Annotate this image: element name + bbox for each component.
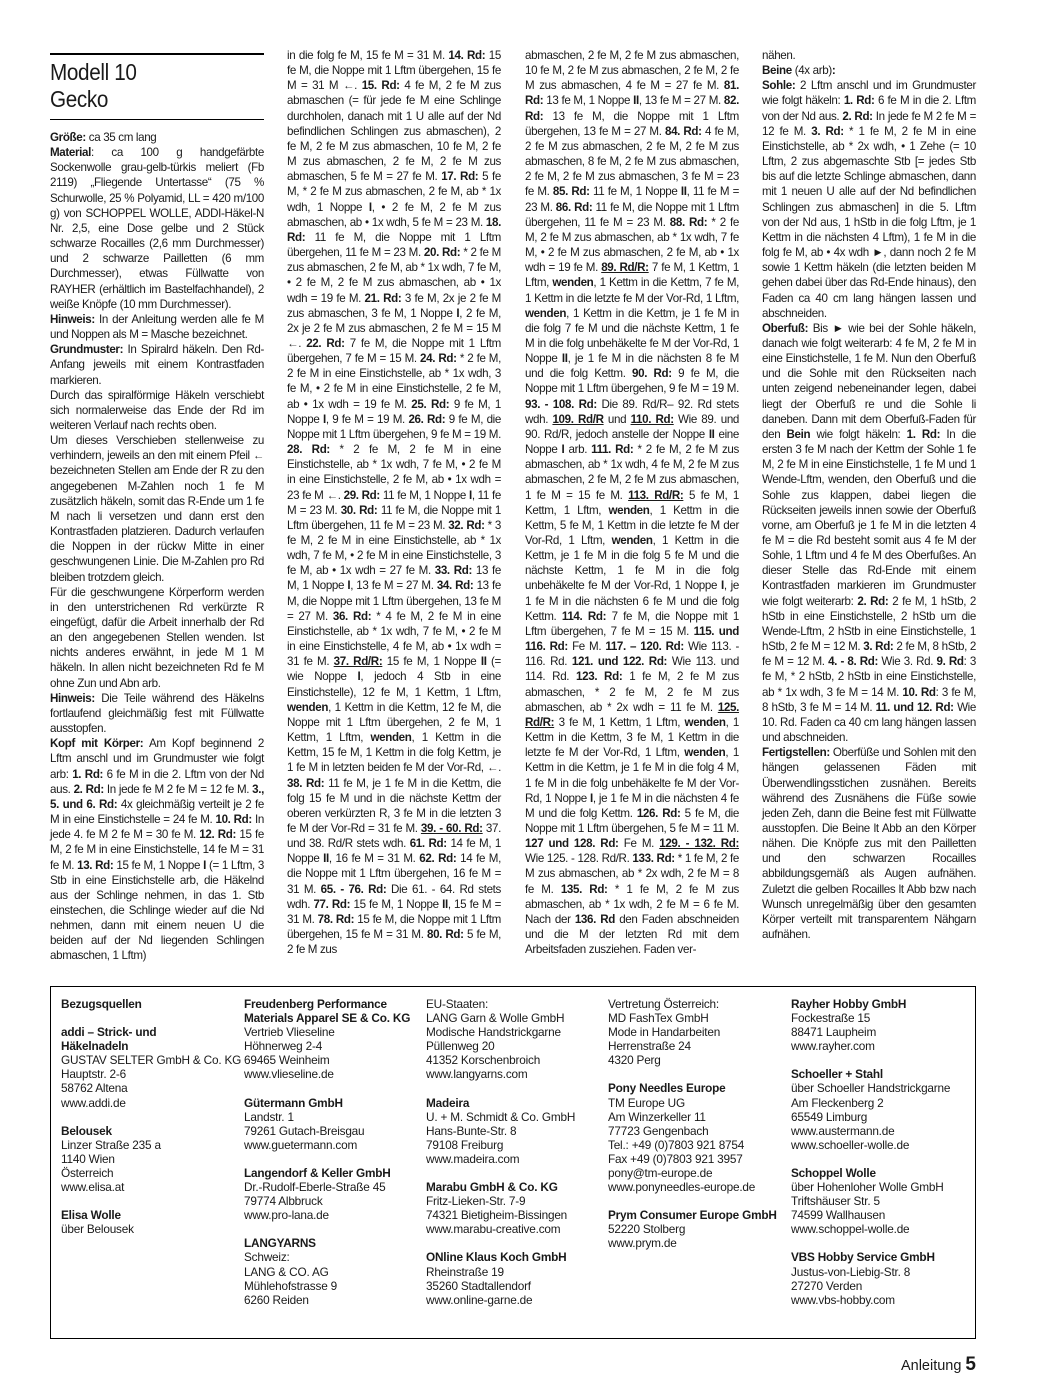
page-number: 5 [965,1354,976,1375]
supplier-line: Herrenstraße 24 [608,1039,691,1054]
supplier-line: www.vbs-hobby.com [791,1292,895,1307]
suppliers-column [791,997,966,1321]
supplier-line: Österreich [61,1165,114,1180]
supplier-line: www.addi.de [61,1095,126,1110]
supplier-name: ONline Klaus Koch GmbH [426,1250,567,1265]
supplier-name: Schoppel Wolle [791,1165,876,1180]
supplier-entry [608,997,783,1067]
supplier-entry [426,997,601,1082]
supplier-name: addi – Strick- und [61,1025,157,1040]
supplier-line: TM Europe UG [608,1095,685,1110]
supplier-name: Prym Consumer Europe GmbH [608,1208,777,1223]
supplier-line: Hans-Bunte-Str. 8 [426,1123,517,1138]
supplier-line: Am Fleckenberg 2 [791,1095,884,1110]
text-column-4 [762,48,976,942]
supplier-name: Freudenberg Performance [244,997,387,1011]
supplier-line: www.austermann.de [791,1123,895,1138]
supplier-line: www.pro-lana.de [244,1208,329,1223]
footer-label: Anleitung [900,1358,962,1374]
supplier-line: U. + M. Schmidt & Co. GmbH [426,1109,576,1124]
supplier-entry [244,997,419,1011]
supplier-entry [244,1236,419,1306]
supplier-line: Höhnerweg 2-4 [244,1039,323,1054]
supplier-line: GUSTAV SELTER GmbH & Co. KG [61,1053,242,1068]
supplier-line: 69465 Weinheim [244,1053,330,1068]
supplier-line: www.schoppel-wolle.de [791,1222,910,1237]
column-text: abmaschen, 2 fe M, 2 fe M zus abmaschen, 10 fe M, 2 fe M zus abmaschen, 2 fe M, 2 fe M zus abmaschen, 4 fe M = 27 fe M. 81. Rd: 13 fe M, 1 Noppe II, 13 fe M = 27 M. 82. Rd: 13 fe M, die Noppe mit 1 Lftm übergehen, 13 fe M = 27 M. 84. Rd: 4 fe M, 2 fe M zus abmaschen, 2 fe M, 2 fe M zus abmaschen, 8 fe M, 2 fe M zus abmaschen, 2 fe M, 2 fe M zus abmaschen, 3 fe M = 23 fe M. 85. Rd: 11 fe M, 1 Noppe II, 11 fe M = 23 M. 86. Rd: 11 fe M, die Noppe mit 1 Lftm übergehen, 11 fe M = 23 M. 88. Rd: * 2 fe M, 2 fe M zus abmaschen, ab * 1x wdh, 7 fe M, • 2 fe M zus abmaschen, 2 fe M, ab • 1x wdh = 19 fe M. 89. Rd/R: 7 fe M, 1 Kettm, 1 Lftm, wenden, 1 Kettm in die Kettm, 7 fe M, 1 Kettm in die letzte fe M der Vor-Rd, 1 Lftm, wenden, 1 Kettm in die Kettm, je 1 fe M in die folg 7 fe M und die nächste Kettm, 1 fe M in die folg unbehäkelte fe M der Vor-Rd, 1 Noppe II, je 1 fe M in die nächsten 8 fe M und die folg Kettm. 90. Rd: 9 fe M, die Noppe mit 1 Lftm übergehen, 9 fe M = 19 M. 93. - 108. Rd: Die 89. Rd/R– 92. Rd stets wdh. 109. Rd/R und 110. Rd: Wie 89. und 90. Rd/R, jedoch anstelle der Noppe II eine Noppe I arb. 111. Rd: * 2 fe M, 2 fe M zus abmaschen, ab * 1x wdh, 4 fe M, 2 fe M zus abmaschen, 2 fe M, 2 fe M zus abmaschen, 1 fe M = 15 fe M. 113. Rd/R: 5 fe M, 1 Kettm, 1 Lftm, wenden, 1 Kettm in die Kettm, 5 fe M, 1 Kettm in die letzte fe M der Vor-Rd, 1 Lftm, wenden, 1 Kettm in die Kettm, je 1 fe M in die folg 5 fe M und die nächste Kettm, 1 fe M in die folg unbehäkelte fe M der Vor-Rd, 1 Noppe I, je 1 fe M in die nächsten 6 fe M und die folg Kettm. 114. Rd: 7 fe M, die Noppe mit 1 Lftm übergehen, 7 fe M = 15 M. 115. und 116. Rd: Fe M. 117. – 120. Rd: Wie 113. - 116. Rd. 121. und 122. Rd: Wie 113. und 114. Rd. 123. Rd: 1 fe M, 2 fe M zus abmaschen, * 2 fe M, 2 fe M zus abmaschen, ab * 2x wdh = 11 fe M. 125. Rd/R: 3 fe M, 1 Kettm, 1 Lftm, wenden, 1 Kettm in die Kettm, 3 fe M, 1 Kettm in die letzte fe M der Vor-Rd, 1 Lftm, wenden, 1 Kettm in die Kettm, je 1 fe M in die folg 4 M, 1 fe M in die folg unbehäkelte fe M der Vor-Rd, 1 Noppe I, je 1 fe M in die nächsten 4 fe M und die folg Kettm. 126. Rd: 5 fe M, die Noppe mit 1 Lftm übergehen, 5 fe M = 11 M. 127 und 128. Rd: Fe M. 129. - 132. Rd: Wie 125. - 128. Rd/R. 133. Rd: * 1 fe M, 2 fe M zus abmaschen, ab * 2x wdh, 2 fe M = 8 fe M. 135. Rd: * 1 fe M, 2 fe M zus abmaschen, ab * 1x wdh, 2 fe M = 6 fe M. Nach der 136. Rd den Faden abschneiden und die M der letzten Rd mit dem Arbeitsfaden zusziehen. Faden ver- [525,49,740,957]
supplier-entry [61,1124,236,1194]
supplier-line: www.guetermann.com [244,1137,358,1152]
supplier-name: Belousek [61,1123,112,1138]
supplier-line: LANG Garn & Wolle GmbH [426,1011,565,1026]
supplier-line: 88471 Laupheim [791,1025,877,1040]
supplier-line: Linzer Straße 235 a [61,1137,161,1152]
supplier-entry [244,1011,419,1081]
page-footer [901,1354,976,1376]
supplier-line: Mode in Handarbeiten [608,1025,721,1040]
supplier-entry [608,1208,783,1250]
supplier-entry [426,1180,601,1236]
supplier-entry [426,1096,601,1166]
text-column-3 [525,48,739,957]
supplier-name: Bezugsquellen [61,997,142,1011]
supplier-name: Materials Apparel SE & Co. KG [244,1011,411,1026]
supplier-line: Püllenweg 20 [426,1039,495,1054]
supplier-name: Elisa Wolle [61,1208,121,1223]
supplier-line: 79261 Gutach-Breisgau [244,1123,365,1138]
suppliers-column [608,997,783,1265]
supplier-entry [791,1250,966,1306]
supplier-entry [426,1250,601,1306]
model-name: Gecko [50,86,109,112]
supplier-line: EU-Staaten: [426,997,489,1011]
text-column-1 [50,53,264,964]
supplier-line: über Hohenloher Wolle GmbH [791,1180,944,1195]
supplier-line: Triftshäuser Str. 5 [791,1194,880,1209]
supplier-line: 79108 Freiburg [426,1137,504,1152]
supplier-line: 79774 Albbruck [244,1194,323,1209]
supplier-line: 74321 Bietigheim-Bissingen [426,1208,568,1223]
supplier-entry [61,1208,236,1236]
supplier-line: 65549 Limburg [791,1109,868,1124]
supplier-line: pony@tm-europe.de [608,1166,713,1181]
supplier-entry [791,1166,966,1236]
supplier-name: Gütermann GmbH [244,1095,343,1110]
supplier-entry [608,1081,783,1194]
supplier-line: Schweiz: [244,1250,290,1265]
supplier-line: Hauptstr. 2-6 [61,1067,126,1082]
suppliers-column [61,997,242,1250]
supplier-line: 35260 Stadtallendorf [426,1278,531,1293]
supplier-line: www.langyarns.com [426,1067,528,1082]
supplier-line: Fax +49 (0)7803 921 3957 [608,1151,743,1166]
supplier-line: www.marabu-creative.com [426,1222,561,1237]
supplier-entry [61,1025,236,1039]
supplier-line: www.madeira.com [426,1151,520,1166]
supplier-line: Fritz-Lieken-Str. 7-9 [426,1194,526,1209]
supplier-entry [791,997,966,1053]
supplier-name: Pony Needles Europe [608,1081,726,1096]
supplier-line: Tel.: +49 (0)7803 921 8754 [608,1137,745,1152]
supplier-line: www.ponyneedles-europe.de [608,1180,756,1195]
supplier-line: www.prym.de [608,1236,677,1251]
supplier-name: Schoeller + Stahl [791,1067,883,1082]
supplier-line: Landstr. 1 [244,1109,294,1124]
supplier-line: Justus-von-Liebig-Str. 8 [791,1264,911,1279]
supplier-line: 52220 Stolberg [608,1222,686,1237]
supplier-name: Langendorf & Keller GmbH [244,1165,391,1180]
supplier-line: www.schoeller-wolle.de [791,1137,910,1152]
supplier-line: MD FashTex GmbH [608,1011,709,1026]
supplier-line: 41352 Korschenbroich [426,1053,541,1068]
suppliers-column [426,997,601,1321]
title-box [50,53,264,120]
supplier-line: Mühlehofstrasse 9 [244,1278,337,1293]
supplier-line: 27270 Verden [791,1278,863,1293]
supplier-name: Marabu GmbH & Co. KG [426,1180,558,1195]
column-text: nähen. Beine (4x arb): Sohle: 2 Lftm anschl und im Grundmuster wie folgt häkeln: 1. Rd: 6 fe M in die 2. Lftm von der Nd aus. 2. Rd: In jede fe M 2 fe M = 12 fe M. 3. Rd: * 1 fe M, 2 fe M in eine Einstichstelle, ab * 2x wdh, • 1 Zehe (= 10 Lftm, 2 zus abgemaschte Stb [= jedes Stb bis auf die letzte Schlinge abmaschen, dann mit 1 neuen U alle auf der Nd befindlichen Schlingen zus abmaschen] in die 5. Lftm von der Nd aus, 1 hStb in die folg Lftm, je 1 Kettm in die nächsten 4 Lftm), 1 fe M in die folg fe M, ab • 4x wdh ►, dann noch 2 fe M sowie 1 Kettm häkeln (die letzten beiden M gehen dabei über das Rd-Ende hinaus), den Faden ca 40 cm lang hängen lassen und abschneiden. Oberfuß: Bis ► wie bei der Sohle häkeln, danach wie folgt weiterarb: 4 fe M, 2 fe M in eine Einstichstelle, 1 fe M. Nun den Oberfuß und die Sohle mit den Rückseiten nach unten zeigend nebeneinander legen, dabei liegt der Oberfuß re und die Sohle li daneben. Dann mit dem Oberfuß-Faden für den Bein wie folgt häkeln: 1. Rd: In die ersten 3 fe M nach der Kettm der Sohle 1 fe M, 2 fe M in eine Einstichstelle, 1 fe M und 1 Wende-Lftm, wenden, den Oberfuß und die Sohle zus klappen, dabei liegen die Rückseiten jeweils innen sowie der Oberfuß vorne, am Oberfuß je 1 fe M in die letzten 4 fe M = die Rd besteht somit aus 4 fe M der Sohle, 1 Lftm und 4 fe M des Oberfußes. An dieser Stelle das Rd-Ende mit einem Kontrastfaden markieren im Grundmuster wie folgt weiterarb: 2. Rd: 2 fe M, 1 hStb, 2 hStb in eine Einstichstelle, 2 hStb um die Wende-Lftm, 2 hStb in eine Einstichstelle, 1 hStb, 2 fe M = 12 M. 3. Rd: 2 fe M, 8 hStb, 2 fe M = 12 M. 4. - 8. Rd: Wie 3. Rd. 9. Rd: 3 fe M, * 2 hStb, 2 hStb in eine Einstichstelle, ab * 1x wdh, 3 fe M = 14 M. 10. Rd: 3 fe M, 8 hStb, 3 fe M = 14 M. 11. und 12. Rd: Wie 10. Rd. Faden ca 40 cm lang hängen lassen und abschneiden. Fertigstellen: Oberfüße und Sohlen mit den hängen gelassenen Fäden mit Überwendlingsstichen zusnähen. Bereits während des Zusnähens die Füße sowie jeden Zeh, dann die Beine fest mit Füllwatte ausstopfen. Die Beine lt Abb an den Körper nähen. Die Knöpfe zus mit den Pailletten und den schwarzen Rocailles abbildungsgemäß als Augen aufnähen. Zuletzt die gelben Rocailles lt Abb bzw nach Wunsch unregelmäßig über den gesamten Körper verteilt mit transparentem Nähgarn aufnähen. [762,49,977,942]
supplier-line: www.online-garne.de [426,1292,533,1307]
supplier-line: 6260 Reiden [244,1292,309,1307]
supplier-name: Madeira [426,1095,470,1110]
supplier-entry [244,1096,419,1152]
supplier-line: über Schoeller Handstrickgarne [791,1081,951,1096]
supplier-line: 1140 Wien [61,1151,115,1166]
supplier-line: www.vlieseline.de [244,1067,334,1082]
suppliers-box [50,986,976,1339]
supplier-name: Häkelnadeln [61,1039,129,1054]
column-text: in die folg fe M, 15 fe M = 31 M. 14. Rd: 15 fe M, die Noppe mit 1 Lftm übergehen, 15 fe M = 31 M ←. 15. Rd: 4 fe M, 2 fe M zus abmaschen (= für jede fe M eine Schlinge durchholen, danach mit 1 U alle auf der Nd befindlichen Schlingen zus abmaschen), 2 fe M, 2 fe M zus abmaschen, 10 fe M, 2 fe M zus abmaschen, 2 fe M, 2 fe M zus abmaschen, 5 fe M = 27 fe M. 17. Rd: 5 fe M, * 2 fe M zus abmaschen, 2 fe M, ab * 1x wdh, 1 Noppe I, • 2 fe M, 2 fe M zus abmaschen, ab • 1x wdh, 5 fe M = 23 M. 18. Rd: 11 fe M, die Noppe mit 1 Lftm übergehen, 11 fe M = 23 M. 20. Rd: * 2 fe M zus abmaschen, 2 fe M, ab * 1x wdh, 7 fe M, • 2 fe M, 2 fe M zus abmaschen, ab • 1x wdh = 19 fe M. 21. Rd: 3 fe M, 2x je 2 fe M zus abmaschen, 3 fe M, 1 Noppe I, 2 fe M, 2x je 2 fe M zus abmaschen, 2 fe M = 15 M ←. 22. Rd: 7 fe M, die Noppe mit 1 Lftm übergehen, 7 fe M = 15 M. 24. Rd: * 2 fe M, 2 fe M in eine Einstichstelle, ab * 1x wdh, 3 fe M, • 2 fe M in eine Einstichstelle, 2 fe M, ab • 1x wdh = 19 fe M. 25. Rd: 9 fe M, 1 Noppe I, 9 fe M = 19 M. 26. Rd: 9 fe M, die Noppe mit 1 Lftm übergehen, 9 fe M = 19 M. 28. Rd: * 2 fe M, 2 fe M in eine Einstichstelle, ab * 1x wdh, 7 fe M, • 2 fe M in eine Einstichstelle, 2 fe M, ab • 1x wdh = 23 fe M ←. 29. Rd: 11 fe M, 1 Noppe I, 11 fe M = 23 M. 30. Rd: 11 fe M, die Noppe mit 1 Lftm übergehen, 11 fe M = 23 M. 32. Rd: * 3 fe M, 2 fe M in eine Einstichstelle, ab * 1x wdh, 7 fe M, • 2 fe M in eine Einstichstelle, 3 fe M, ab • 1x wdh = 27 fe M. 33. Rd: 13 fe M, 1 Noppe I, 13 fe M = 27 M. 34. Rd: 13 fe M, die Noppe mit 1 Lftm übergehen, 13 fe M = 27 M. 36. Rd: * 4 fe M, 2 fe M in eine Einstichstelle, ab * 1x wdh, 7 fe M, • 2 fe M in eine Einstichstelle, 4 fe M, ab • 1x wdh = 31 fe M. 37. Rd/R: 15 fe M, 1 Noppe II (= wie Noppe I, jedoch 4 Stb in eine Einstichstelle), 12 fe M, 1 Kettm, 1 Lftm, wenden, 1 Kettm in die Kettm, 12 fe M, die Noppe mit 1 Lftm übergehen, 2 fe M, 1 Kettm, 1 Lftm, wenden, 1 Kettm in die Kettm, 15 fe M, 1 Kettm in die folg Kettm, je 1 fe M in letzten beiden fe M der Vor-Rd, ←. 38. Rd: 11 fe M, je 1 fe M in die Kettm, die folg 15 fe M und in die nächste Kettm der oberen verkürzten R, 3 fe M in die letzten 3 fe M der Vor-Rd = 31 fe M. 39. - 60. Rd: 37. und 38. Rd/R stets wdh. 61. Rd: 14 fe M, 1 Noppe II, 16 fe M = 31 M. 62. Rd: 14 fe M, die Noppe mit 1 Lftm übergehen, 16 fe M = 31 M. 65. - 76. Rd: Die 61. - 64. Rd stets wdh. 77. Rd: 15 fe M, 1 Noppe II, 15 fe M = 31 M. 78. Rd: 15 fe M, die Noppe mit 1 Lftm übergehen, 15 fe M = 31 M. 80. Rd: 5 fe M, 2 fe M zus [287,49,502,957]
supplier-name: Rayher Hobby GmbH [791,997,907,1011]
supplier-name: LANGYARNS [244,1236,316,1251]
supplier-line: Vertretung Österreich: [608,997,719,1011]
supplier-entry [244,1166,419,1222]
supplier-line: über Belousek [61,1222,134,1237]
supplier-line: 74599 Wallhausen [791,1208,886,1223]
supplier-line: Am Winzerkeller 11 [608,1109,706,1124]
supplier-line: Fockestraße 15 [791,1011,871,1026]
supplier-line: www.elisa.at [61,1180,125,1195]
supplier-name: VBS Hobby Service GmbH [791,1250,935,1265]
model-title: Modell 10 [50,59,137,85]
supplier-entry [61,1039,242,1110]
supplier-line: 4320 Perg [608,1053,661,1068]
supplier-entry [791,1067,966,1152]
text-column-2 [287,48,501,957]
supplier-line: Dr.-Rudolf-Eberle-Straße 45 [244,1180,386,1195]
supplier-line: 58762 Altena [61,1081,128,1096]
supplier-line: Vertrieb Vlieseline [244,1025,335,1040]
suppliers-column [244,997,419,1321]
supplier-line: www.rayher.com [791,1039,875,1054]
supplier-line: Modische Handstrickgarne [426,1025,561,1040]
supplier-line: Rheinstraße 19 [426,1264,504,1279]
supplier-line: 77723 Gengenbach [608,1123,709,1138]
supplier-entry [61,997,236,1011]
supplier-line: LANG & CO. AG [244,1264,329,1279]
column-text: Größe: ca 35 cm lang Material: ca 100 g handgefärbte Sockenwolle grau-gelb-türkis meliert (Fb 2119) „Fliegende Untertasse“ (75 % Schurwolle, 25 % Polyamid, LL = 420 m/100 g) von SCHOPPEL WOLLE, ADDI-Häkel-N Nr. 2,5, eine Dose gelbe und 2 Stück schwarze Rocailles (2,6 mm Durchmesser) und 2 schwarze Pailletten (6 mm Durchmesser), etwas Füllwatte von RAYHER (erhältlich im Bastelfachhandel), 2 weiße Knöpfe (10 mm Durchmesser). Hinweis: In der Anleitung werden alle fe M und Noppen als M = Masche bezeichnet. Grundmuster: In Spiralrd häkeln. Den Rd-Anfang jeweils mit einem Kontrastfaden markieren. Durch das spiralförmige Häkeln verschiebt sich normalerweise das Ende der Rd im weiteren Verlauf nach rechts oben. Um dieses Verschieben stellenweise zu verhindern, jeweils an den mit einem Pfeil ← bezeichneten Stellen am Ende der R zu den angegebenen M-Zahlen noch 1 fe M zusätzlich häkeln, somit das R-Ende um 1 fe M nach li versetzen und dann erst den Kontrastfaden platzieren. Dadurch verlaufen die Noppen in der rückw Mitte in einer geschwungenen Linie. Die M-Zahlen pro Rd bleiben trotzdem gleich. Für die geschwungene Körperform werden in den unterstrichenen Rd verkürzte R eingefügt, dafür die Arbeit innerhalb der Rd an den angegebenen Stellen wenden. Ist nichts anderes erwähnt, in jede M 1 M häkeln. In allen nicht bezeichneten Rd fe M ohne Zun und Abn arb. Hinweis: Die Teile während des Häkelns fortlaufend gleichmäßig fest mit Füllwatte ausstopfen. Kopf mit Körper: Am Kopf beginnend 2 Lftm anschl und im Grundmuster wie folgt arb: 1. Rd: 6 fe M in die 2. Lftm von der Nd aus. 2. Rd: In jede fe M 2 fe M = 12 fe M. 3., 5. und 6. Rd: 4x gleichmäßig verteilt je 2 fe M in eine Einstichstelle = 24 fe M. 10. Rd: In jede 4. fe M 2 fe M = 30 fe M. 12. Rd: 15 fe M, 2 fe M in eine Einstichstelle, 14 fe M = 31 fe M. 13. Rd: 15 fe M, 1 Noppe I (= 1 Lftm, 3 Stb in eine Einstichstelle arb, die Häkelnd aus der Schlinge nehmen, in das 1. Stb einstechen, die Schlinge wieder auf die Nd nehmen, dann mit einem neuen U die beiden auf der Nd liegenden Schlingen abmaschen, 1 Lftm) [50,131,265,963]
